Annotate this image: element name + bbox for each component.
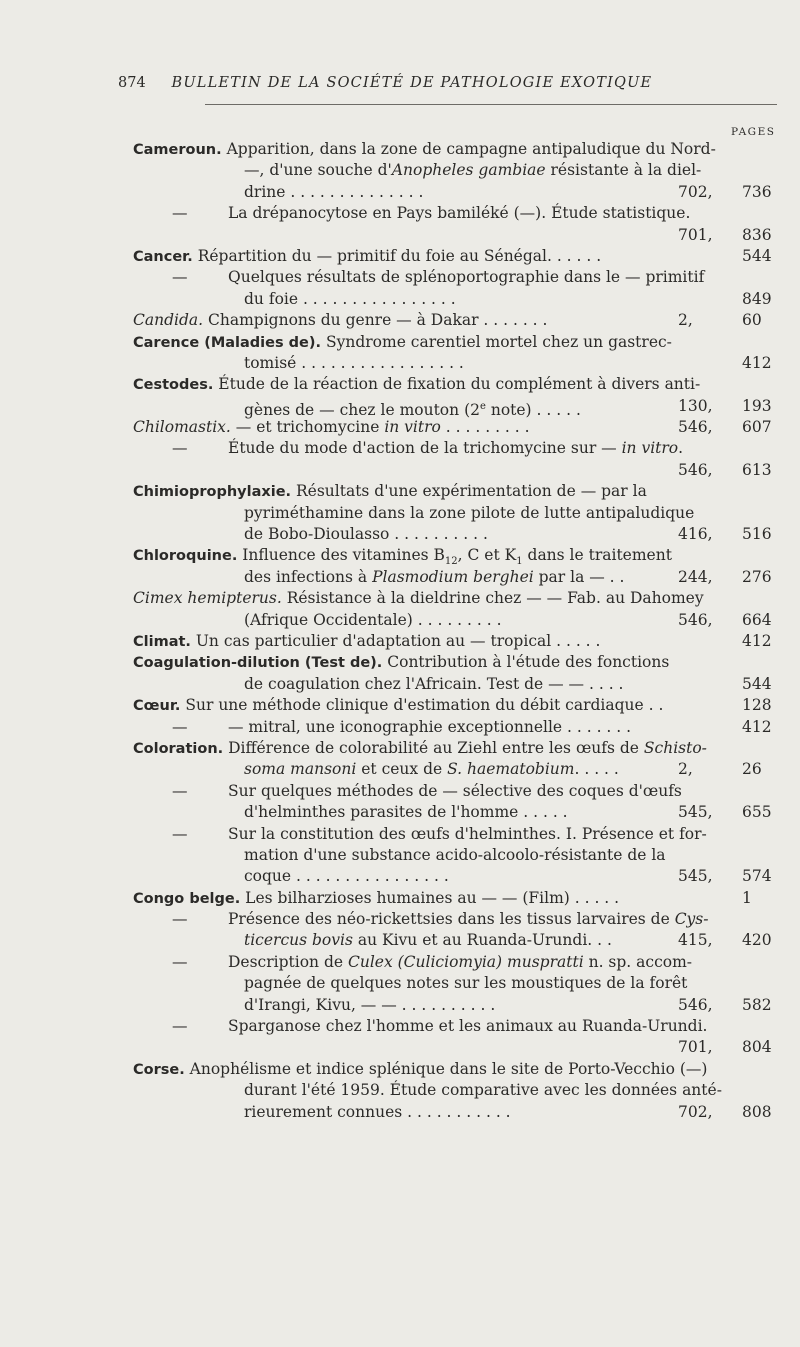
entry-text: tomisé . . . . . . . . . . . . . . . . . bbox=[244, 353, 464, 372]
index-line bbox=[0, 738, 800, 759]
ditto-dash: — bbox=[172, 952, 188, 971]
index-keyword: Climat. bbox=[133, 633, 191, 650]
index-line bbox=[0, 909, 800, 930]
index-line bbox=[0, 952, 800, 973]
index-line bbox=[0, 524, 800, 545]
ditto-dash: — bbox=[172, 910, 188, 929]
entry-text: des infections à Plasmodium berghei par la — . . bbox=[244, 567, 625, 586]
italic-term: in vitro bbox=[621, 439, 679, 458]
entry-text: Sur la constitution des œufs d'helminthes. I. Présence et for- bbox=[228, 824, 707, 843]
index-entry bbox=[0, 588, 800, 631]
bulletin-number: 545, bbox=[678, 867, 713, 886]
index-entry bbox=[0, 717, 800, 738]
italic-term: Culex (Culiciomyia) muspratti bbox=[347, 952, 584, 971]
entry-text: Apparition, dans la zone de campagne antipaludique du Nord- bbox=[226, 140, 716, 158]
index-keyword: Congo belge. bbox=[133, 890, 241, 907]
index-entry bbox=[0, 246, 800, 267]
index-line bbox=[0, 267, 800, 288]
entry-text: Contribution à l'étude des fonctions bbox=[387, 653, 670, 672]
bulletin-number: 2, bbox=[678, 311, 693, 330]
index-line bbox=[0, 203, 800, 224]
page-reference: 808 bbox=[742, 1102, 772, 1121]
bulletin-number: 702, bbox=[678, 1102, 713, 1121]
entry-text: gènes de — chez le mouton (2e note) . . . . . bbox=[244, 400, 581, 419]
page-reference: 412 bbox=[742, 353, 772, 372]
index-line bbox=[0, 1059, 800, 1080]
index-line bbox=[0, 1016, 800, 1037]
entry-text: Quelques résultats de splénoportographie dans le — primitif bbox=[228, 268, 705, 287]
italic-term: soma mansoni bbox=[244, 760, 357, 779]
entry-text: Étude de la réaction de fixation du complément à divers anti- bbox=[218, 375, 701, 394]
page-reference: 736 bbox=[742, 182, 772, 201]
index-line bbox=[0, 1102, 800, 1123]
index-line bbox=[0, 973, 800, 994]
page-reference: 412 bbox=[742, 631, 772, 650]
index-line bbox=[0, 610, 800, 631]
entry-text: Les bilharzioses humaines au — — (Film) . . . . . bbox=[245, 888, 620, 907]
bulletin-number: 701, bbox=[678, 225, 713, 244]
index-line bbox=[0, 310, 800, 331]
header-rule bbox=[205, 104, 777, 105]
page-reference: 613 bbox=[742, 460, 772, 479]
entry-text: durant l'été 1959. Étude comparative avec les données anté- bbox=[244, 1081, 722, 1100]
index-line bbox=[0, 374, 800, 395]
italic-term: Cys- bbox=[674, 910, 709, 929]
ditto-dash: — bbox=[172, 1017, 188, 1036]
entry-text: Influence des vitamines $B_{12}$, C et $K_1$ dans le traitement bbox=[242, 546, 672, 568]
bulletin-number: 416, bbox=[678, 525, 713, 544]
entry-text: Syndrome carentiel mortel chez un gastrec- bbox=[325, 332, 672, 351]
entry-text: La drépanocytose en Pays bamiléké (—). Étude statistique. bbox=[228, 204, 691, 223]
page-reference: 574 bbox=[742, 867, 772, 886]
entry-text: coque . . . . . . . . . . . . . . . . bbox=[244, 867, 449, 886]
page-reference: 607 bbox=[742, 418, 772, 437]
index-entry bbox=[0, 952, 800, 1016]
page-number: 874 bbox=[118, 75, 146, 91]
entry-text: Sparganose chez l'homme et les animaux au Ruanda-Urundi. bbox=[228, 1017, 708, 1036]
index-line bbox=[0, 824, 800, 845]
index-entry bbox=[0, 824, 800, 888]
index-entry bbox=[0, 888, 800, 909]
index-line bbox=[0, 182, 800, 203]
index-line bbox=[0, 481, 800, 502]
italic-term: Anopheles gambiae bbox=[391, 161, 546, 180]
index-line bbox=[0, 1037, 800, 1058]
index-line bbox=[0, 460, 800, 481]
page-reference: 544 bbox=[742, 674, 772, 693]
entry-text: pagnée de quelques notes sur les moustiques de la forêt bbox=[244, 974, 688, 993]
page-reference: 516 bbox=[742, 525, 772, 544]
entry-text: — mitral, une iconographie exceptionnelle . . . . . . . bbox=[228, 717, 632, 736]
page-reference: 804 bbox=[742, 1038, 772, 1057]
index-line bbox=[0, 417, 800, 438]
index-entry bbox=[0, 267, 800, 310]
index-line bbox=[0, 759, 800, 780]
index-keyword: Cœur. bbox=[133, 698, 181, 715]
entry-text: soma mansoni et ceux de S. haematobium. . . . . bbox=[244, 760, 619, 779]
index-line bbox=[0, 695, 800, 716]
index-line bbox=[0, 139, 800, 160]
entry-text: Résistance à la dieldrine chez — — Fab. au Dahomey bbox=[286, 589, 704, 608]
index-keyword: Coloration. bbox=[133, 740, 224, 757]
index-keyword: Carence (Maladies de). bbox=[133, 334, 322, 351]
index-line bbox=[0, 845, 800, 866]
bulletin-number: 2, bbox=[678, 760, 693, 779]
index-line bbox=[0, 930, 800, 951]
index-line bbox=[0, 866, 800, 887]
index-line bbox=[0, 289, 800, 310]
index-line bbox=[0, 802, 800, 823]
journal-title: BULLETIN DE LA SOCIÉTÉ DE PATHOLOGIE EXOTIQUE bbox=[171, 75, 653, 91]
subject-index bbox=[0, 139, 800, 1123]
index-entry bbox=[0, 332, 800, 375]
page-reference: 836 bbox=[742, 225, 772, 244]
index-keyword: Chilomastix. bbox=[133, 418, 231, 437]
bulletin-number: 545, bbox=[678, 803, 713, 822]
index-line bbox=[0, 652, 800, 673]
page-reference: 582 bbox=[742, 995, 772, 1014]
page-reference: 849 bbox=[742, 289, 772, 308]
index-entry bbox=[0, 781, 800, 824]
page-reference: 544 bbox=[742, 246, 772, 265]
entry-text: rieurement connues . . . . . . . . . . . bbox=[244, 1102, 511, 1121]
index-keyword: Cameroun. bbox=[133, 142, 222, 158]
index-entry bbox=[0, 139, 800, 203]
index-entry bbox=[0, 1016, 800, 1059]
italic-term: Schisto- bbox=[643, 738, 707, 757]
index-entry bbox=[0, 203, 800, 246]
index-entry bbox=[0, 909, 800, 952]
index-entry bbox=[0, 481, 800, 545]
pages-column-label: PAGES bbox=[731, 126, 776, 138]
page-reference: 420 bbox=[742, 931, 772, 950]
index-line bbox=[0, 674, 800, 695]
index-line bbox=[0, 503, 800, 524]
page-reference: 655 bbox=[742, 803, 772, 822]
index-line bbox=[0, 888, 800, 909]
entry-text: —, d'une souche d'Anopheles gambiae résistante à la diel- bbox=[244, 161, 702, 180]
page-reference: 26 bbox=[742, 760, 762, 779]
bulletin-number: 244, bbox=[678, 567, 713, 586]
index-entry bbox=[0, 417, 800, 438]
page-reference: 60 bbox=[742, 311, 762, 330]
ditto-dash: — bbox=[172, 824, 188, 843]
index-keyword: Cancer. bbox=[133, 248, 193, 265]
running-header bbox=[118, 75, 778, 91]
index-line bbox=[0, 545, 800, 566]
index-entry bbox=[0, 1059, 800, 1123]
italic-term: ticercus bovis bbox=[244, 931, 353, 950]
entry-text: Sur une méthode clinique d'estimation du débit cardiaque . . bbox=[185, 696, 664, 715]
index-entry bbox=[0, 738, 800, 781]
index-line bbox=[0, 588, 800, 609]
entry-text: de coagulation chez l'Africain. Test de — — . . . . bbox=[244, 674, 624, 693]
entry-text: Répartition du — primitif du foie au Sénégal. . . . . . bbox=[197, 246, 602, 265]
italic-term: S. haematobium bbox=[447, 760, 575, 779]
index-entry bbox=[0, 652, 800, 695]
index-keyword: Corse. bbox=[133, 1061, 185, 1078]
entry-text: d'helminthes parasites de l'homme . . . . . bbox=[244, 803, 568, 822]
page-reference: 664 bbox=[742, 610, 772, 629]
index-line bbox=[0, 332, 800, 353]
index-entry bbox=[0, 438, 800, 481]
bulletin-number: 546, bbox=[678, 418, 713, 437]
bulletin-number: 546, bbox=[678, 460, 713, 479]
entry-text: du foie . . . . . . . . . . . . . . . . bbox=[244, 289, 456, 308]
italic-term: Plasmodium berghei bbox=[372, 567, 534, 586]
index-keyword: Coagulation-dilution (Test de). bbox=[133, 655, 383, 672]
page-reference: 412 bbox=[742, 717, 772, 736]
page-reference: 1 bbox=[742, 888, 752, 907]
ditto-dash: — bbox=[172, 439, 188, 458]
bulletin-number: 701, bbox=[678, 1038, 713, 1057]
italic-term: in vitro bbox=[384, 418, 441, 437]
index-keyword: Chloroquine. bbox=[133, 548, 238, 565]
index-keyword: Chimioprophylaxie. bbox=[133, 484, 292, 501]
page-reference: 128 bbox=[742, 696, 772, 715]
index-keyword: Cimex hemipterus. bbox=[133, 589, 282, 608]
index-line bbox=[0, 631, 800, 652]
index-line bbox=[0, 160, 800, 181]
index-line bbox=[0, 438, 800, 459]
entry-text: Présence des néo-rickettsies dans les tissus larvaires de Cys- bbox=[228, 910, 709, 929]
entry-text: de Bobo-Dioulasso . . . . . . . . . . bbox=[244, 525, 488, 544]
bulletin-number: 415, bbox=[678, 931, 713, 950]
index-line bbox=[0, 353, 800, 374]
bulletin-number: 546, bbox=[678, 995, 713, 1014]
entry-text: Étude du mode d'action de la trichomycine sur — in vitro. bbox=[228, 439, 684, 458]
index-entry bbox=[0, 310, 800, 331]
entry-text: Champignons du genre — à Dakar . . . . . . . bbox=[208, 311, 548, 330]
entry-text: mation d'une substance acido-alcoolo-résistante de la bbox=[244, 845, 666, 864]
bulletin-number: 702, bbox=[678, 182, 713, 201]
bulletin-number: 130, bbox=[678, 396, 713, 415]
index-line bbox=[0, 567, 800, 588]
entry-text: Résultats d'une expérimentation de — par la bbox=[295, 482, 647, 501]
index-line bbox=[0, 396, 800, 417]
entry-text: d'Irangi, Kivu, — — . . . . . . . . . . bbox=[244, 995, 496, 1014]
index-line bbox=[0, 717, 800, 738]
entry-text: drine . . . . . . . . . . . . . . bbox=[244, 182, 424, 201]
entry-text: pyriméthamine dans la zone pilote de lutte antipaludique bbox=[244, 503, 695, 522]
entry-text: Différence de colorabilité au Ziehl entre les œufs de Schisto- bbox=[228, 738, 707, 757]
entry-text: Sur quelques méthodes de — sélective des coques d'œufs bbox=[228, 781, 682, 800]
page-reference: 276 bbox=[742, 567, 772, 586]
entry-text: Description de Culex (Culiciomyia) muspratti n. sp. accom- bbox=[228, 952, 693, 971]
index-line bbox=[0, 781, 800, 802]
ditto-dash: — bbox=[172, 268, 188, 287]
index-keyword: Candida. bbox=[133, 311, 204, 330]
index-entry bbox=[0, 374, 800, 417]
index-line bbox=[0, 995, 800, 1016]
page-reference: 193 bbox=[742, 396, 772, 415]
index-line bbox=[0, 225, 800, 246]
index-line bbox=[0, 1080, 800, 1101]
index-entry bbox=[0, 545, 800, 588]
ditto-dash: — bbox=[172, 781, 188, 800]
index-line bbox=[0, 246, 800, 267]
entry-text: Un cas particulier d'adaptation au — tropical . . . . . bbox=[195, 631, 601, 650]
ditto-dash: — bbox=[172, 204, 188, 223]
index-entry bbox=[0, 631, 800, 652]
entry-text: (Afrique Occidentale) . . . . . . . . . bbox=[244, 610, 502, 629]
index-keyword: Cestodes. bbox=[133, 377, 214, 394]
entry-text: ticercus bovis au Kivu et au Ruanda-Urundi. . . bbox=[244, 931, 612, 950]
ditto-dash: — bbox=[172, 717, 188, 736]
index-entry bbox=[0, 695, 800, 716]
entry-text: — et trichomycine in vitro . . . . . . . . . bbox=[235, 418, 530, 437]
bulletin-number: 546, bbox=[678, 610, 713, 629]
entry-text: Anophélisme et indice splénique dans le site de Porto-Vecchio (—) bbox=[189, 1059, 708, 1078]
